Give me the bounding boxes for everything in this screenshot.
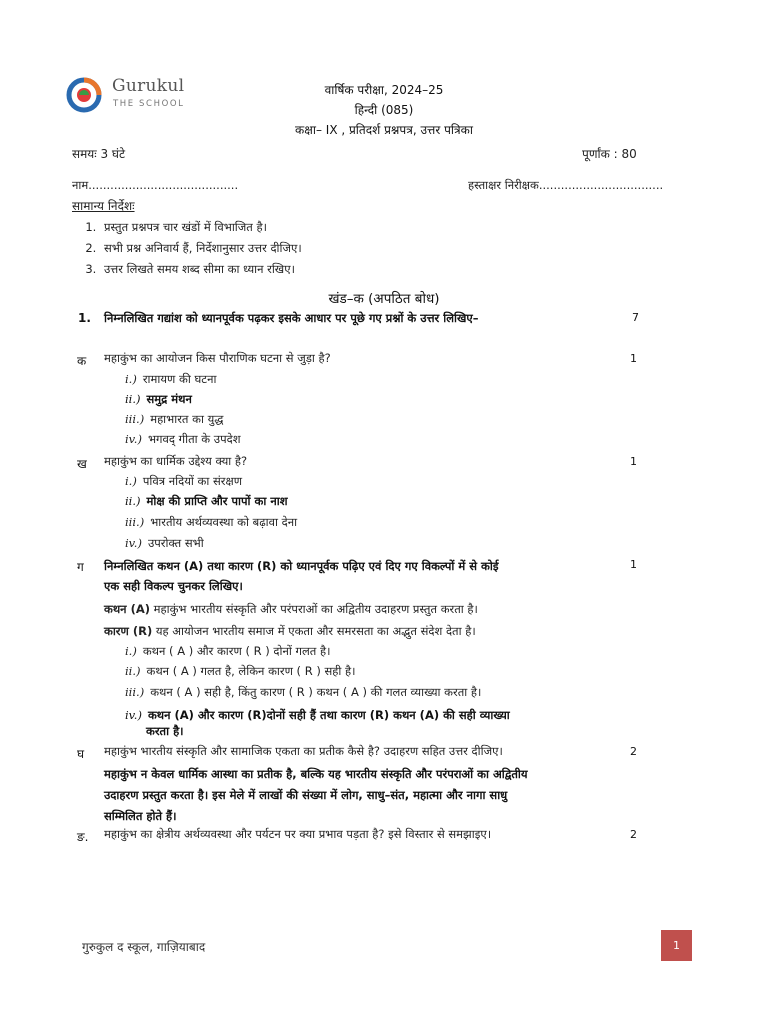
question-text: महाकुंभ का धार्मिक उद्देश्य क्या है? — [104, 454, 248, 468]
option-item: ii.) कथन ( A ) गलत है, लेकिन कारण ( R ) सही है। — [125, 664, 356, 678]
section-title: खंड–क (अपठित बोध) — [328, 291, 440, 307]
question-label: घ — [77, 747, 85, 761]
logo-name: Gurukul — [112, 76, 185, 96]
option-item-continued: करता है। — [146, 724, 184, 738]
instruction-item: 3. उत्तर लिखते समय शब्द सीमा का ध्यान रखिए। — [100, 259, 302, 280]
footer-school: गुरुकुल द स्कूल, गाज़ियाबाद — [82, 940, 206, 954]
instructions-title: सामान्य निर्देशः — [72, 199, 135, 213]
option-item: iv.) भगवद् गीता के उपदेश — [125, 432, 241, 446]
exam-title: वार्षिक परीक्षा, 2024–25 — [324, 83, 444, 97]
subject-title: हिन्दी (085) — [354, 103, 414, 117]
question-number: 1. — [78, 311, 91, 325]
page-number: 1 — [661, 930, 692, 961]
question-text: निम्नलिखित गद्यांश को ध्यानपूर्वक पढ़कर इसके आधार पर पूछे गए प्रश्नों के उत्तर लिखिए– — [104, 311, 479, 325]
question-marks: 7 — [632, 311, 639, 324]
name-field: नाम......................................... — [72, 178, 239, 192]
question-label: क — [77, 354, 87, 368]
logo-subtitle: THE SCHOOL — [113, 99, 185, 109]
option-item: iii.) भारतीय अर्थव्यवस्था को बढ़ावा देना — [125, 515, 298, 529]
question-marks: 2 — [630, 745, 637, 758]
option-item: iv.) उपरोक्त सभी — [125, 536, 204, 550]
reason: कारण (R) यह आयोजन भारतीय समाज में एकता और समरसता का अद्भुत संदेश देता है। — [104, 624, 476, 638]
option-item: i.) कथन ( A ) और कारण ( R ) दोनों गलत है। — [125, 644, 331, 658]
question-label: ख — [77, 457, 87, 471]
option-item: i.) पवित्र नदियों का संरक्षण — [125, 474, 243, 488]
question-text: महाकुंभ का आयोजन किस पौराणिक घटना से जुड़ा है? — [104, 351, 331, 365]
option-item-correct: ii.) मोक्ष की प्राप्ति और पापों का नाश — [125, 494, 288, 508]
max-marks: पूर्णांक : 80 — [582, 147, 637, 161]
question-text: निम्नलिखित कथन (A) तथा कारण (R) को ध्यानपूर्वक पढ़िए एवं दिए गए विकल्पों में से कोई एक सही विकल्प चुनकर लिखिए। — [104, 559, 499, 593]
question-label: ङ. — [77, 830, 89, 844]
option-item-correct: iv.) कथन (A) और कारण (R)दोनों सही हैं तथा कारण (R) कथन (A) की सही व्याख्या — [125, 708, 510, 722]
option-item: iii.) कथन ( A ) सही है, किंतु कारण ( R ) कथन ( A ) की गलत व्याख्या करता है। — [125, 685, 482, 699]
question-text: महाकुंभ भारतीय संस्कृति और सामाजिक एकता का प्रतीक कैसे है? उदाहरण सहित उत्तर दीजिए। — [104, 744, 503, 758]
question-marks: 1 — [630, 558, 637, 571]
option-item: iii.) महाभारत का युद्ध — [125, 412, 224, 426]
question-marks: 1 — [630, 352, 637, 365]
invigilator-field: हस्ताक्षर निरीक्षक.................................. — [468, 178, 664, 192]
instruction-item: 2. सभी प्रश्न अनिवार्य हैं, निर्देशानुसार उत्तर दीजिए। — [100, 238, 302, 259]
answer-text: महाकुंभ न केवल धार्मिक आस्था का प्रतीक है, बल्कि यह भारतीय संस्कृति और परंपराओं का अद्वितीय उदाहरण प्रस्तुत करता है। इस मेले में लाखों की संख्या में लोग, साधु–संत, महात्मा और नागा साधु सम्मिलित होते हैं। — [104, 767, 528, 823]
time-label: समयः 3 घंटे — [72, 147, 126, 161]
question-marks: 1 — [630, 455, 637, 468]
assertion: कथन (A) महाकुंभ भारतीय संस्कृति और परंपराओं का अद्वितीय उदाहरण प्रस्तुत करता है। — [104, 602, 478, 616]
class-line: कक्षा– IX , प्रतिदर्श प्रश्नपत्र, उत्तर पत्रिका — [295, 123, 473, 137]
option-item-correct: ii.) समुद्र मंथन — [125, 392, 192, 406]
question-marks: 2 — [630, 828, 637, 841]
instruction-item: 1. प्रस्तुत प्रश्नपत्र चार खंडों में विभाजित है। — [100, 217, 302, 238]
question-label: ग — [77, 560, 84, 574]
instructions-list — [80, 217, 302, 280]
question-text: महाकुंभ का क्षेत्रीय अर्थव्यवस्था और पर्यटन पर क्या प्रभाव पड़ता है? इसे विस्तार से समझाइए। — [104, 827, 492, 841]
option-item: i.) रामायण की घटना — [125, 372, 217, 386]
